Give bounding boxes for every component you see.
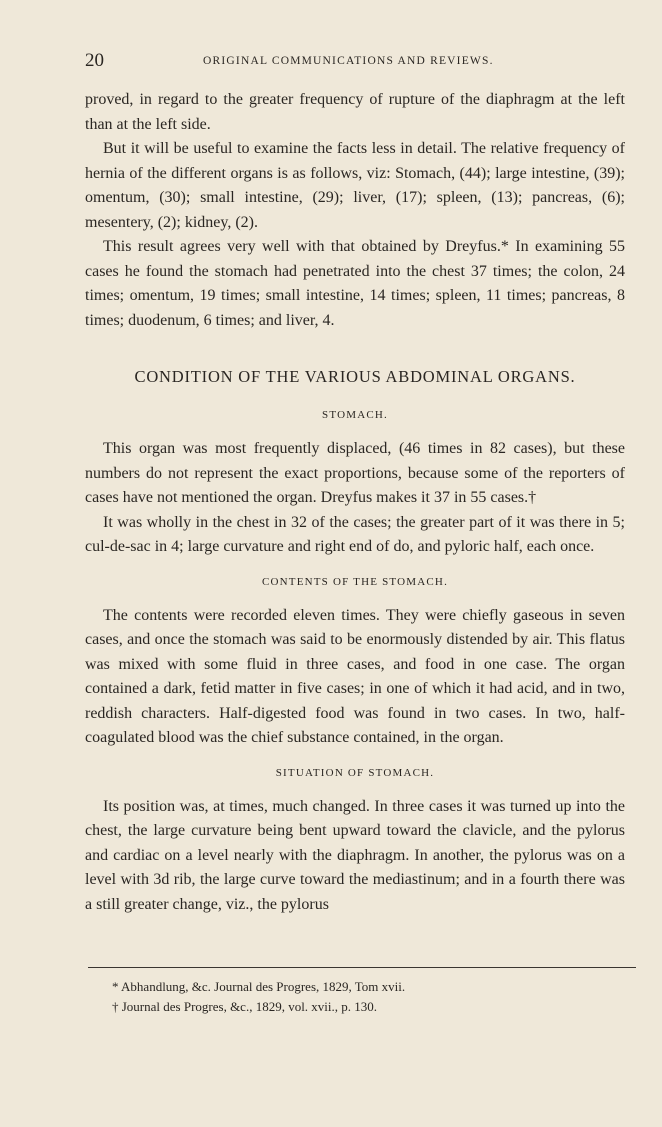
paragraph-hernia-frequency: But it will be useful to examine the facts less in detail. The relative frequency of hernia of the different organs is as follows, viz: Stomach, (44); large intestine, (39); omentum, (30); small intestine, (29); liver, (17); spleen, (13); pancreas, (6); mesentery, (2); kidney, (2). [85,140,625,231]
paragraph-stomach-displaced: This organ was most frequently displaced, (46 times in 82 cases), but these numbers do not represent the exact proportions, because some of the reporters of cases have not mentioned the organ. Dreyfus makes it 37 in 55 cases.† [85,440,625,506]
paragraph-situation: Its position was, at times, much changed. In three cases it was turned up into the chest, the large curvature being bent upward toward the clavicle, and the pylorus and cardiac on a level nearly with the diaphragm. In another, the pylorus was on a level with 3d rib, the large curve toward the mediastinum; and in a fourth there was a still greater change, viz., the pylorus [85,797,625,913]
subheading-situation: SITUATION OF STOMACH. [275,766,435,779]
footnote-rule [88,967,636,968]
footnotes [112,977,632,1017]
footnote-1: * Abhandlung, &c. Journal des Progres, 1829, Tom xvii. [112,979,406,994]
paragraph-dreyfus: This result agrees very well with that obtained by Dreyfus.* In examining 55 cases he found the stomach had penetrated into the chest 37 times; the colon, 24 times; omentum, 19 times; small intestine, 14 times; spleen, 11 times; pancreas, 8 times; duodenum, 6 times; and liver, 4. [85,238,625,329]
footnote-2: † Journal des Progres, &c., 1829, vol. xvii., p. 130. [112,999,378,1014]
subheading-stomach: STOMACH. [322,409,388,421]
paragraph-contents: The contents were recorded eleven times. They were chiefly gaseous in seven cases, and once the stomach was said to be enormously distended by air. This flatus was mixed with some fluid in three cases, and food in one case. The organ contained a dark, fetid matter in five cases; in one of which it had acid, and in two, reddish characters. Half-digested food was found in two cases. In two, half-coagulated blood was the chief substance contained, in the organ. [85,606,625,746]
subheading-contents: CONTENTS OF THE STOMACH. [261,575,449,588]
section-title: CONDITION OF THE VARIOUS ABDOMINAL ORGANS. [134,367,576,386]
running-title: ORIGINAL COMMUNICATIONS AND REVIEWS. [203,55,494,67]
page-body [85,88,625,917]
paragraph-stomach-wholly: It was wholly in the chest in 32 of the cases; the greater part of it was there in 5; cul-de-sac in 4; large curvature and right end of do, and pyloric half, each once. [85,513,625,555]
page-header [85,50,625,72]
page-number: 20 [85,50,104,71]
paragraph-continued: proved, in regard to the greater frequency of rupture of the diaphragm at the left than at the left side. [85,91,625,133]
